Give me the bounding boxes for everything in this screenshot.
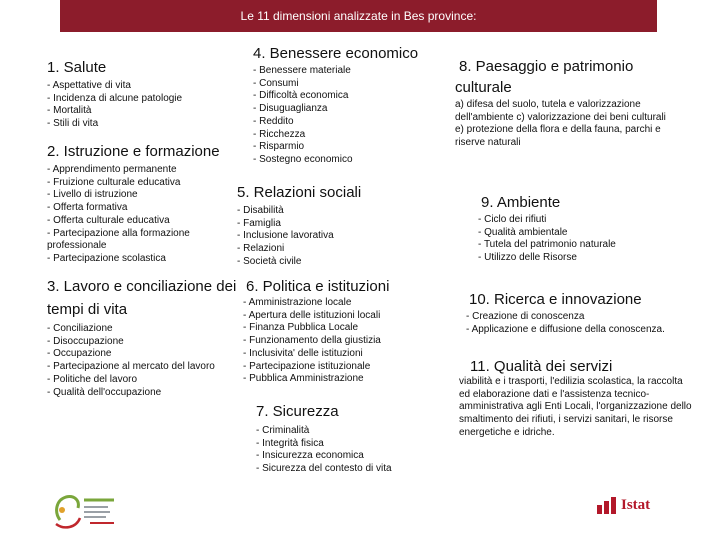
list-item: - Utilizzo delle Risorse xyxy=(478,252,658,265)
list-item: - Mortalità xyxy=(47,105,237,118)
list-item: - Disoccupazione xyxy=(47,336,237,349)
list-item: - Sicurezza del contesto di vita xyxy=(256,463,436,476)
event-logo-icon xyxy=(50,490,120,530)
istat-logo xyxy=(597,497,650,514)
list-item: - Società civile xyxy=(237,256,417,269)
dimension-benessere xyxy=(253,44,453,167)
dimension-lavoro xyxy=(47,275,237,399)
list-item: - Disuguaglianza xyxy=(253,103,453,116)
list-item: - Benessere materiale xyxy=(253,65,453,78)
list-item: - Insicurezza economica xyxy=(256,450,436,463)
list-item: - Aspettative di vita xyxy=(47,80,237,93)
event-logo xyxy=(50,490,120,530)
dimension-description: a) difesa del suolo, tutela e valorizzazione dell'ambiente c) valorizzazione dei beni culturali e) protezione della flora e della fauna, parchi e riserve naturali xyxy=(455,99,666,149)
list-item: - Partecipazione istituzionale xyxy=(243,361,443,374)
dimension-title: 10. Ricerca e innovazione xyxy=(469,291,642,308)
indicator-list xyxy=(466,311,706,336)
list-item: - Offerta formativa xyxy=(47,202,217,215)
list-item: - Pubblica Amministrazione xyxy=(243,373,443,386)
header-bar xyxy=(60,0,657,32)
list-item: - Partecipazione alla formazione professionale xyxy=(47,228,217,253)
dimension-title: 1. Salute xyxy=(47,59,107,76)
list-item: - Inclusivita' delle istituzioni xyxy=(243,348,443,361)
list-item: - Creazione di conoscenza xyxy=(466,311,706,324)
list-item: - Livello di istruzione xyxy=(47,189,217,202)
list-item: - Criminalità xyxy=(256,425,436,438)
indicator-list xyxy=(256,425,436,476)
dimension-title: 8. Paesaggio e patrimonio culturale xyxy=(455,58,634,96)
dimension-title: 9. Ambiente xyxy=(481,194,561,211)
indicator-list xyxy=(47,80,237,131)
list-item: - Partecipazione scolastica xyxy=(47,253,217,266)
dimension-servizi xyxy=(459,357,699,440)
indicator-list xyxy=(243,297,443,386)
dimension-title: 5. Relazioni sociali xyxy=(237,184,362,201)
list-item: - Qualità ambientale xyxy=(478,227,658,240)
dimension-description: viabilità e i trasporti, l'edilizia scolastica, la raccolta ed elaborazione dati e l'assistenza tecnico-amministrativa agli Enti Locali, l'organizzazione dello smaltimento dei rifiuti, i servizi sanitari, le risorse energetiche e idriche. xyxy=(459,376,692,438)
list-item: - Disabilità xyxy=(237,205,417,218)
indicator-list xyxy=(237,205,417,269)
dimension-title: 11. Qualità dei servizi xyxy=(470,358,613,375)
list-item: - Apprendimento permanente xyxy=(47,164,217,177)
list-item: - Ciclo dei rifiuti xyxy=(478,214,658,227)
istat-wordmark: Istat xyxy=(621,497,651,513)
list-item: - Risparmio xyxy=(253,141,453,154)
list-item: - Integrità fisica xyxy=(256,438,436,451)
list-item: - Consumi xyxy=(253,78,453,91)
dimension-ambiente xyxy=(478,193,658,265)
dimension-relazioni xyxy=(237,183,417,269)
dimension-title: 3. Lavoro e conciliazione dei tempi di vita xyxy=(47,278,237,318)
list-item: - Occupazione xyxy=(47,348,237,361)
list-item: - Funzionamento della giustizia xyxy=(243,335,443,348)
list-item: - Applicazione e diffusione della conoscenza. xyxy=(466,324,706,337)
list-item: - Fruizione culturale educativa xyxy=(47,177,217,190)
indicator-list xyxy=(47,323,237,399)
list-item: - Offerta culturale educativa xyxy=(47,215,217,228)
list-item: - Reddito xyxy=(253,116,453,129)
list-item: - Apertura delle istituzioni locali xyxy=(243,310,443,323)
list-item: - Inclusione lavorativa xyxy=(237,230,417,243)
list-item: - Relazioni xyxy=(237,243,417,256)
list-item: - Qualità dell'occupazione xyxy=(47,387,237,400)
list-item: - Tutela del patrimonio naturale xyxy=(478,239,658,252)
dimension-title: 2. Istruzione e formazione xyxy=(47,143,220,160)
istat-mark-icon xyxy=(597,497,617,514)
list-item: - Amministrazione locale xyxy=(243,297,443,310)
list-item: - Difficoltà economica xyxy=(253,90,453,103)
page-title: Le 11 dimensioni analizzate in Bes province: xyxy=(240,9,477,23)
list-item: - Ricchezza xyxy=(253,129,453,142)
dimension-title: 7. Sicurezza xyxy=(256,403,339,420)
list-item: - Conciliazione xyxy=(47,323,237,336)
list-item: - Partecipazione al mercato del lavoro xyxy=(47,361,237,374)
dimension-title: 6. Politica e istituzioni xyxy=(246,278,390,295)
list-item: - Politiche del lavoro xyxy=(47,374,237,387)
indicator-list xyxy=(478,214,658,265)
list-item: - Incidenza di alcune patologie xyxy=(47,93,237,106)
dimension-sicurezza xyxy=(256,402,436,476)
dimension-ricerca xyxy=(466,290,706,336)
dimension-title: 4. Benessere economico xyxy=(253,45,419,62)
list-item: - Finanza Pubblica Locale xyxy=(243,322,443,335)
list-item: - Stili di vita xyxy=(47,118,237,131)
indicator-list xyxy=(253,65,453,167)
list-item: - Sostegno economico xyxy=(253,154,453,167)
dimension-paesaggio xyxy=(455,56,675,150)
dimension-politica xyxy=(243,277,443,386)
list-item: - Famiglia xyxy=(237,218,417,231)
dimension-salute xyxy=(47,58,237,131)
indicator-list xyxy=(47,164,217,266)
dimension-istruzione xyxy=(47,142,252,266)
